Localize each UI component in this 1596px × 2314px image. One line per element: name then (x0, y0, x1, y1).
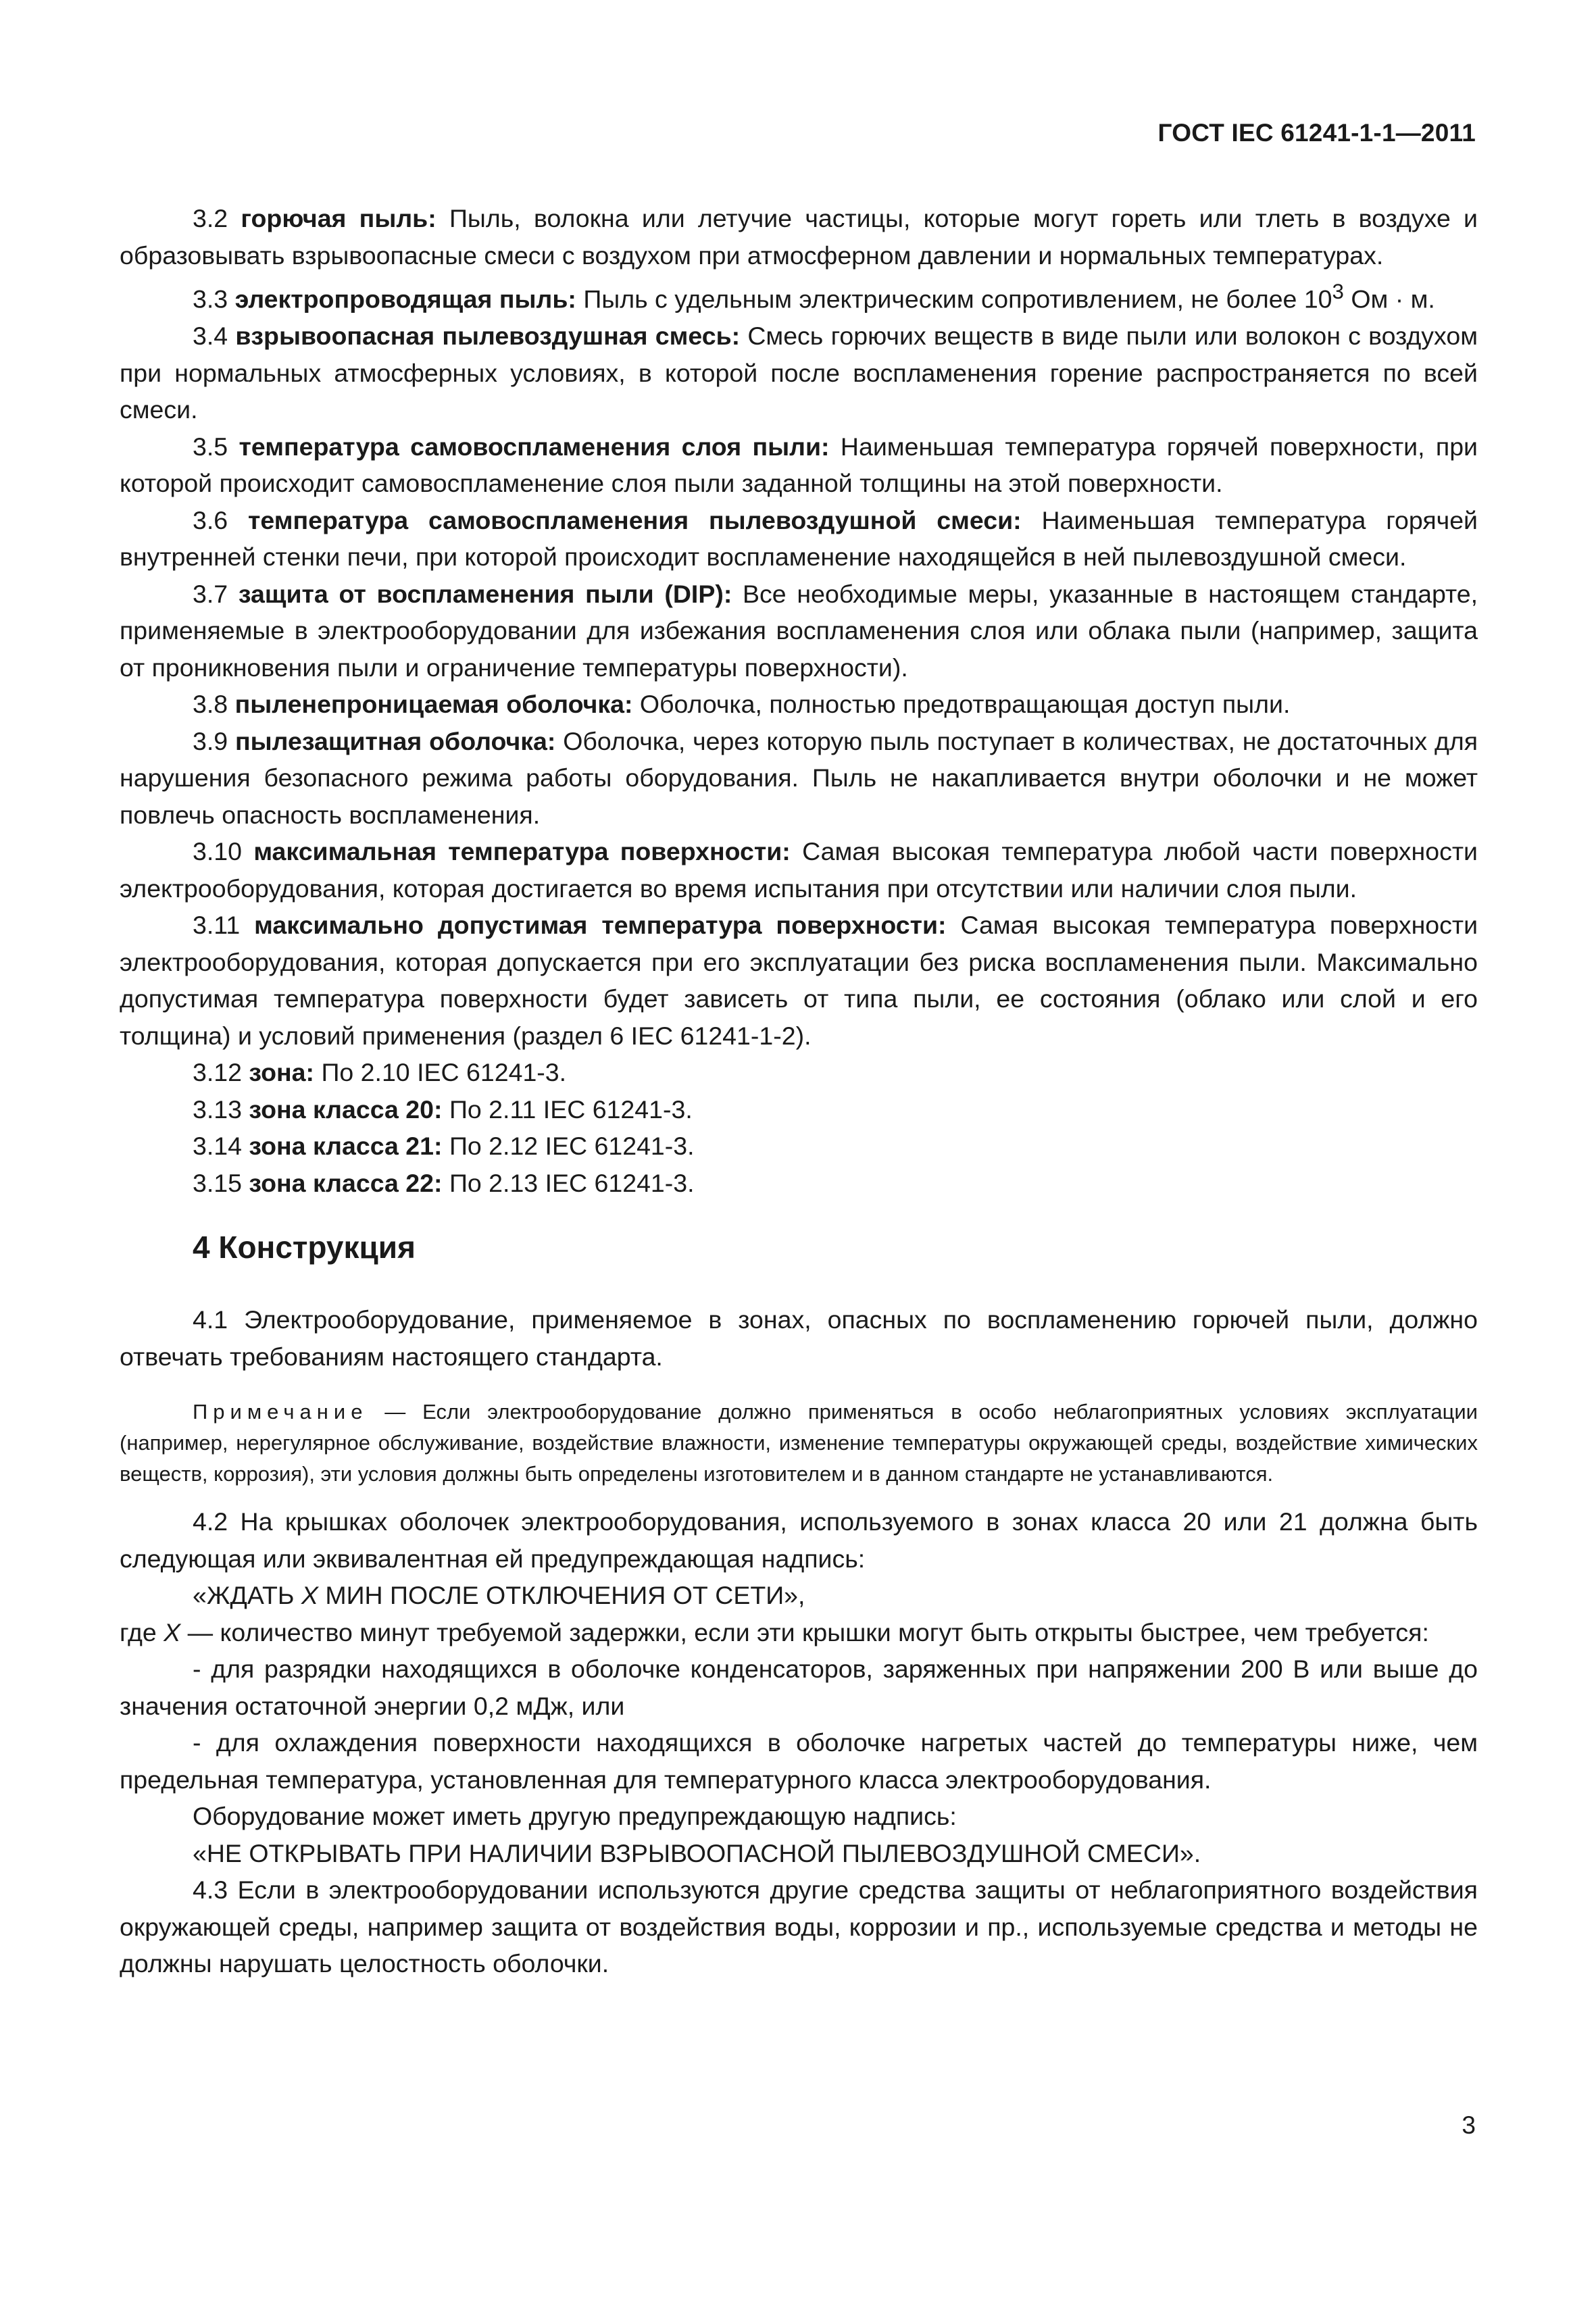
term: зона: (249, 1058, 315, 1086)
clause-4-1: 4.1 Электрооборудование, применяемое в зонах, опасных по воспламенению горючей пыли, должно отвечать требованиям настоящего стандарта. (120, 1305, 1478, 1371)
definition-3-8: 3.8 пыленепроницаемая оболочка: Оболочка, полностью предотвращающая доступ пыли. (193, 690, 1291, 718)
note (120, 1397, 1478, 1490)
definition-3-10: 3.10 максимальная температура поверхности: Самая высокая температура любой части поверхности электрооборудования, которая достигается во время испытания при отсутствии или наличии слоя пыли. (120, 837, 1478, 903)
document-body (120, 200, 1478, 1982)
term: электропроводящая пыль: (234, 284, 576, 313)
term: максимально допустимая температура поверхности: (254, 911, 947, 939)
definition-3-13: 3.13 зона класса 20: По 2.11 IEC 61241-3. (193, 1095, 693, 1124)
definition-3-2: 3.2 горючая пыль: Пыль, волокна или летучие частицы, которые могут гореть или тлеть в воздухе и образовывать взрывоопасные смеси с воздухом при атмосферном давлении и нормальных температурах. (120, 204, 1478, 270)
definition-3-5: 3.5 температура самовоспламенения слоя пыли: Наименьшая температура горячей поверхности, при которой происходит самовоспламенение слоя пыли заданной толщины на этой поверхности. (120, 432, 1478, 497)
list-item: - для разрядки находящихся в оболочке конденсаторов, заряженных при напряжении 200 В или выше до значения остаточной энергии 0,2 мДж, или (120, 1655, 1478, 1720)
term: зона класса 21: (249, 1132, 443, 1160)
clause-4-3: 4.3 Если в электрооборудовании используются другие средства защиты от неблагоприятного воздействия окружающей среды, например защита от воздействия воды, коррозии и пр., используемые средства и методы не должны нарушать целостность оболочки. (120, 1876, 1478, 1978)
term: пылезащитная оболочка: (234, 726, 556, 755)
alt-warning-intro: Оборудование может иметь другую предупреждающую надпись: (193, 1802, 957, 1830)
definition-3-6: 3.6 температура самовоспламенения пылевоздушной смеси: Наименьшая температура горячей внутренней стенки печи, при которой происходит воспламенение находящейся в ней пылевоздушной смеси. (120, 505, 1478, 571)
definition-3-9: 3.9 пылезащитная оболочка: Оболочка, через которую пыль поступает в количествах, не достаточных для нарушения безопасного режима работы оборудования. Пыль не накапливается внутри оболочки и не может повлечь опасность воспламенения. (120, 726, 1478, 829)
term: зона класса 20: (249, 1095, 443, 1124)
term: горючая пыль: (241, 204, 437, 232)
list-item: - для охлаждения поверхности находящихся в оболочке нагретых частей до температуры ниже, чем предельная температура, установленная для температурного класса электрооборудования. (120, 1728, 1478, 1794)
term: максимальная температура поверхности: (253, 837, 791, 865)
note-text: — Если электрооборудование должно применяться в особо неблагоприятных условиях эксплуатации (например, нерегулярное обслуживание, воздействие влажности, изменение температуры окружающей среды, воздействие химических веществ, коррозия), эти условия должны быть определены изготовителем и в данном стандарте не устанавливаются. (120, 1400, 1478, 1486)
definition-3-4: 3.4 взрывоопасная пылевоздушная смесь: Смесь горючих веществ в виде пыли или волокон с воздухом при нормальных атмосферных условиях, в которой после воспламенения горение распространяется по всей смеси. (120, 322, 1478, 424)
section-heading: 4 Конструкция (193, 1230, 416, 1265)
warning-text-2: «НЕ ОТКРЫВАТЬ ПРИ НАЛИЧИИ ВЗРЫВООПАСНОЙ ПЫЛЕВОЗДУШНОЙ СМЕСИ». (193, 1838, 1201, 1867)
superscript: 3 (1332, 280, 1344, 303)
term: зона класса 22: (249, 1168, 443, 1197)
warning-text-1: «ЖДАТЬ X МИН ПОСЛЕ ОТКЛЮЧЕНИЯ ОТ СЕТИ», (193, 1581, 805, 1609)
note-label: Примечание (193, 1400, 368, 1424)
term: температура самовоспламенения слоя пыли: (239, 432, 830, 461)
definition-3-12: 3.12 зона: По 2.10 IEC 61241-3. (193, 1058, 567, 1086)
term: пыленепроницаемая оболочка: (234, 690, 633, 718)
clause-4-2: 4.2 На крышках оболочек электрооборудования, используемого в зонах класса 20 или 21 должна быть следующая или эквивалентная ей предупреждающая надпись: (120, 1507, 1478, 1573)
document-header: ГОСТ IEC 61241-1-1—2011 (1157, 119, 1476, 147)
page-number: 3 (1462, 2111, 1476, 2139)
where-clause: где X — количество минут требуемой задержки, если эти крышки могут быть открыты быстрее, чем требуется: (120, 1617, 1429, 1646)
definition-3-3: 3.3 электропроводящая пыль: Пыль с удельным электрическим сопротивлением, не более $10^3$ Ом · м. (193, 280, 1435, 313)
term: защита от воспламенения пыли (DIP): (238, 579, 732, 608)
term: температура самовоспламенения пылевоздушной смеси: (247, 505, 1022, 534)
term: взрывоопасная пылевоздушная смесь: (235, 322, 741, 350)
definition-3-11: 3.11 максимально допустимая температура поверхности: Самая высокая температура поверхности электрооборудования, которая допускается при его эксплуатации без риска воспламенения пыли. Максимально допустимая температура поверхности будет зависеть от типа пыли, ее состояния (облако или слой и его толщина) и условий применения (раздел 6 IEC 61241-1-2). (120, 911, 1478, 1050)
definition-3-14: 3.14 зона класса 21: По 2.12 IEC 61241-3. (193, 1132, 695, 1160)
definition-3-15: 3.15 зона класса 22: По 2.13 IEC 61241-3. (193, 1168, 695, 1197)
definition-3-7: 3.7 защита от воспламенения пыли (DIP): Все необходимые меры, указанные в настоящем стандарте, применяемые в электрооборудовании для избежания воспламенения слоя или облака пыли (например, защита от проникновения пыли и ограничение температуры поверхности). (120, 579, 1478, 682)
